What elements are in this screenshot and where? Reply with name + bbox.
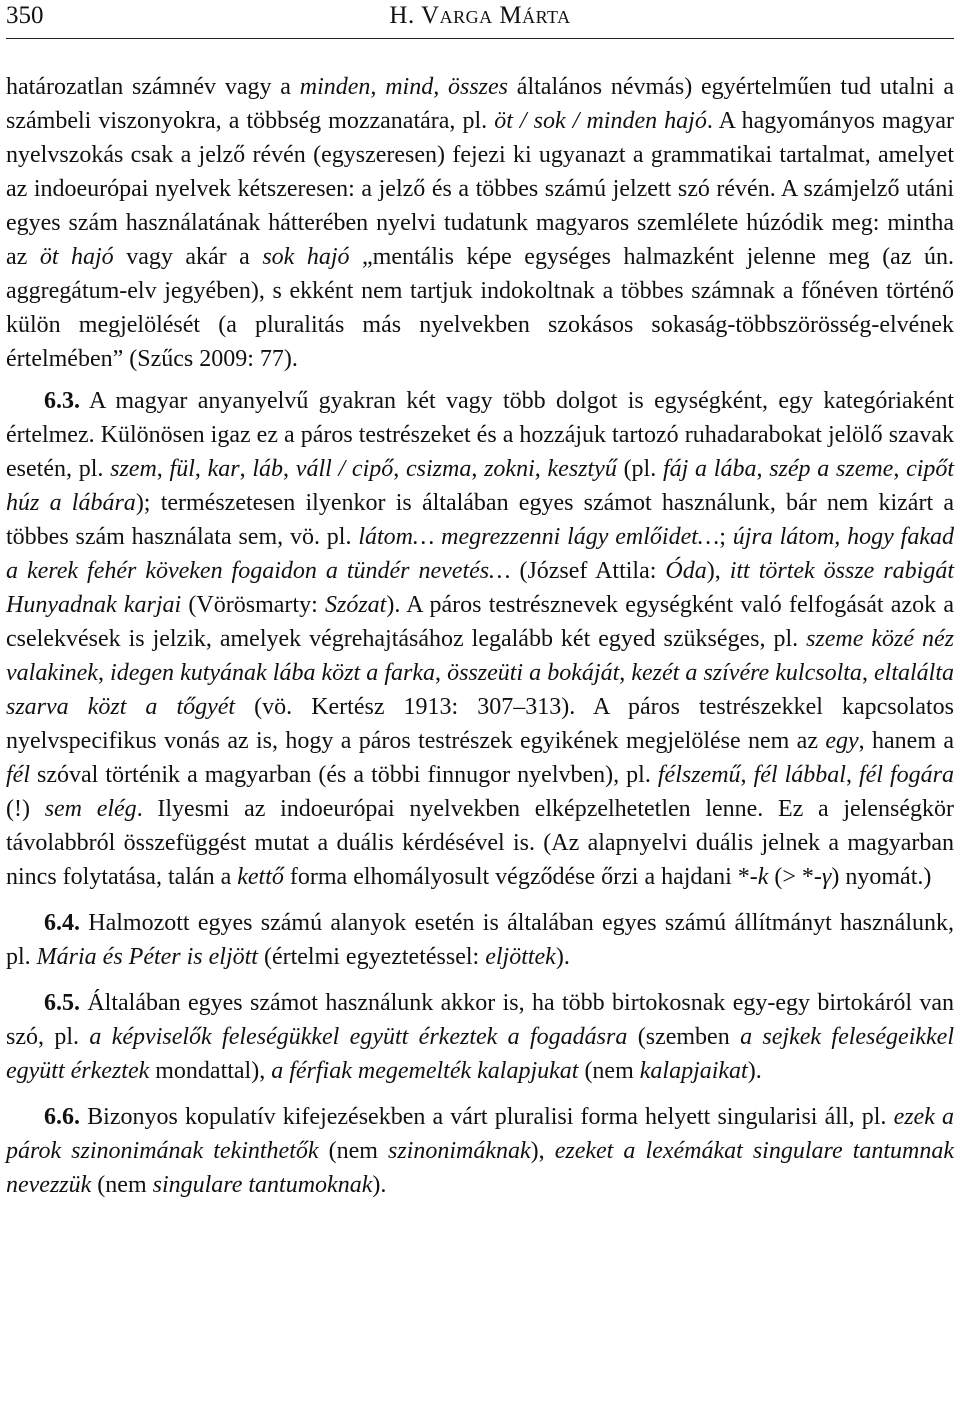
text-run: , [756, 456, 770, 482]
header-rule [6, 38, 954, 39]
author-surname-rest: arga [439, 2, 493, 29]
example-text: zokni [484, 456, 535, 482]
text-run: Halmozott egyes számú alanyok esetén is általában egyes számú állítmányt használunk, pl. [6, 910, 954, 970]
text-run: A magyar anyanyelvű gyakran két vagy több dolgot is egységként, egy kategóriaként értelmez. Különösen igaz ez a páros testrészeket és a hozzájuk tartozó ruhadarabokat jelölő szavak esetén, pl. [6, 388, 954, 482]
section-number: 6.4. [44, 910, 80, 936]
text-run: ) nyomát.) [831, 864, 932, 890]
example-text: fül [169, 456, 195, 482]
text-run: , [283, 456, 296, 482]
page-header [0, 0, 960, 48]
example-text: eltalálta szarva közt a tőgyét [6, 660, 955, 720]
example-text: itt törtek össze rabigát Hunyadnak karjai [6, 558, 954, 618]
text-run: , [845, 762, 859, 788]
example-text: egy [825, 728, 859, 754]
author-given-initial: M [492, 2, 523, 29]
text-run: , [740, 762, 754, 788]
example-text: szép a szeme [769, 456, 894, 482]
text-run: ; [719, 524, 733, 550]
example-text: fél lábbal [753, 762, 846, 788]
section-number: 6.3. [44, 388, 80, 414]
author-given-rest: árta [522, 2, 571, 29]
example-text: Óda [665, 558, 707, 584]
example-text: fél [6, 762, 30, 788]
example-text: minden, mind, összes [299, 74, 508, 100]
example-text: eljöttek [485, 944, 556, 970]
text-run: , [239, 456, 253, 482]
text-run: , [393, 456, 406, 482]
text-run: . A hagyományos magyar nyelvszokás csak a jelző révén (egyszeresen) fejezi ki ugyanazt a grammatikai tartalmat, amelyet az indoeurópai nyelvek kétszeresen: a jelző és a többes számú jelzett szó révén. A számjelző utáni egyes szám használatának hátterében nyelvi tudatunk magyaros szemlélete húzódik meg: mintha az [6, 108, 954, 270]
text-run: (pl. [616, 456, 663, 482]
example-text: kalapjaikat [639, 1058, 748, 1084]
example-text: kezét a szívére kulcsolta [631, 660, 862, 686]
example-text: a képviselők feleségükkel együtt érkeztek a fogadásra [89, 1024, 628, 1050]
example-text: váll / cipő [295, 456, 394, 482]
text-run: . Ilyesmi az indoeurópai nyelvekben elképzelhetetlen lenne. Ez a jelenségkör távolabbról összefüggést mutat a duális kérdésével is. (Az alapnyelvi duális jelnek a magyarban nincs folytatása, talán a [6, 796, 954, 890]
author-initial: H. V [389, 2, 440, 29]
text-run: , [97, 660, 111, 686]
text-run: ); természetesen ilyenkor is általában egyes számot használunk, bár nem kizárt a többes szám használata sem, vö. pl. [6, 490, 954, 550]
example-text: a sejkek feleségeikkel együtt érkeztek [6, 1024, 954, 1084]
example-text: Mária és Péter is eljött [36, 944, 258, 970]
example-text: újra látom, hogy fakad a kerek fehér köveken fogaidon a tündér nevetés… [6, 524, 954, 584]
example-text: kettő [237, 864, 284, 890]
text-run: (József Attila: [510, 558, 666, 584]
text-run: (értelmi egyeztetéssel: [257, 944, 486, 970]
section-6-3 [6, 384, 954, 894]
section-6-4 [6, 906, 954, 974]
paragraph-intro [6, 70, 954, 376]
main-text [6, 70, 954, 1202]
text-run: szóval történik a magyarban (és a többi finnugor nyelvben), pl. [30, 762, 658, 788]
text-run: , [619, 660, 632, 686]
example-text: idegen kutyának lába közt a farka [110, 660, 436, 686]
example-text: látom… megrezzenni lágy emlőidet… [358, 524, 720, 550]
text-run: (szemben [627, 1024, 741, 1050]
example-text: szeme közé néz valakinek [6, 626, 954, 686]
text-run: ). A páros testrésznevek egységként való felfogását azok a cselekvések is jelzik, amelyek végrehajtásához legalább két egyed szükséges, pl. [6, 592, 954, 652]
text-run: ), [530, 1138, 555, 1164]
example-text: szinonimáknak [388, 1138, 531, 1164]
example-text: fáj a lába [662, 456, 757, 482]
text-run: , [861, 660, 875, 686]
example-text: ezeket a lexémákat singulare tantumnak nevezzük [6, 1138, 955, 1198]
text-run: Általában egyes számot használunk akkor is, ha több birtokosnak egy-egy birtokáról van szó, pl. [6, 990, 954, 1050]
section-number: 6.5. [44, 990, 80, 1016]
text-run: (nem [578, 1058, 640, 1084]
example-text: γ [821, 864, 832, 890]
example-text: cipőt húz a lábára [6, 456, 955, 516]
example-text: sok hajó [262, 244, 350, 270]
example-text: öt hajó [39, 244, 114, 270]
text-run: , [534, 456, 548, 482]
example-text: összeüti a bokáját [447, 660, 620, 686]
example-text: k [757, 864, 769, 890]
text-run: (!) [6, 796, 45, 822]
example-text: láb [252, 456, 284, 482]
text-run: , [471, 456, 485, 482]
page-number: 350 [6, 2, 44, 29]
text-run: „mentális képe egységes halmazként jelenne meg (az ún. aggregátum-elv jegyében), s ekként nem tartjuk indokoltnak a többes számnak a főnéven történő külön megjelölését (a pluralitás más nyelvekben szokásos sokaság-többszörösség-elvének értelmében” (Szűcs 2009: 77). [6, 244, 955, 372]
section-6-6 [6, 1100, 954, 1202]
example-text: sem elég [44, 796, 137, 822]
section-6-5 [6, 986, 954, 1088]
example-text: kar [207, 456, 240, 482]
example-text: a férfiak megemelték kalapjukat [271, 1058, 579, 1084]
text-run: (nem [91, 1172, 153, 1198]
example-text: Szózat [324, 592, 387, 618]
text-run: vagy akár a [113, 244, 263, 270]
example-text: csizma [406, 456, 472, 482]
text-run: mondattal), [149, 1058, 272, 1084]
text-run: , [156, 456, 170, 482]
text-run: általános névmás) egyértelműen tud utalni a számbeli viszonyokra, a többség mozzanatára, pl. [6, 74, 954, 134]
text-run: (nem [318, 1138, 388, 1164]
text-run: , [893, 456, 907, 482]
text-run: ). [372, 1172, 387, 1198]
text-run: ). [555, 944, 570, 970]
example-text: fél fogára [858, 762, 955, 788]
example-text: félszemű [657, 762, 741, 788]
text-run: ), [706, 558, 730, 584]
example-text: öt / sok / minden hajó [494, 108, 707, 134]
text-run: , [194, 456, 208, 482]
text-run: forma elhomályosult végződése őrzi a hajdani *- [283, 864, 758, 890]
example-text: szem [110, 456, 157, 482]
running-head-author [0, 2, 960, 30]
text-run: (vö. Kertész 1913: 307–313). A páros testrészekkel kapcsolatos nyelvspecifikus vonás az is, hogy a páros testrészek egyikének megjelölése nem az [6, 694, 954, 754]
example-text: singulare tantumoknak [152, 1172, 373, 1198]
section-number: 6.6. [44, 1104, 80, 1130]
example-text: kesztyű [547, 456, 617, 482]
text-run: ). [747, 1058, 762, 1084]
text-run: (Vörösmarty: [181, 592, 325, 618]
example-text: ezek a párok szinonimának tekinthetők [6, 1104, 955, 1164]
text-run: , hanem a [858, 728, 955, 754]
text-run: (> *- [768, 864, 822, 890]
text-run: Bizonyos kopulatív kifejezésekben a várt pluralisi forma helyett singularisi áll, pl. [80, 1104, 894, 1130]
text-run: határozatlan számnév vagy a [6, 74, 300, 100]
text-run: , [435, 660, 448, 686]
